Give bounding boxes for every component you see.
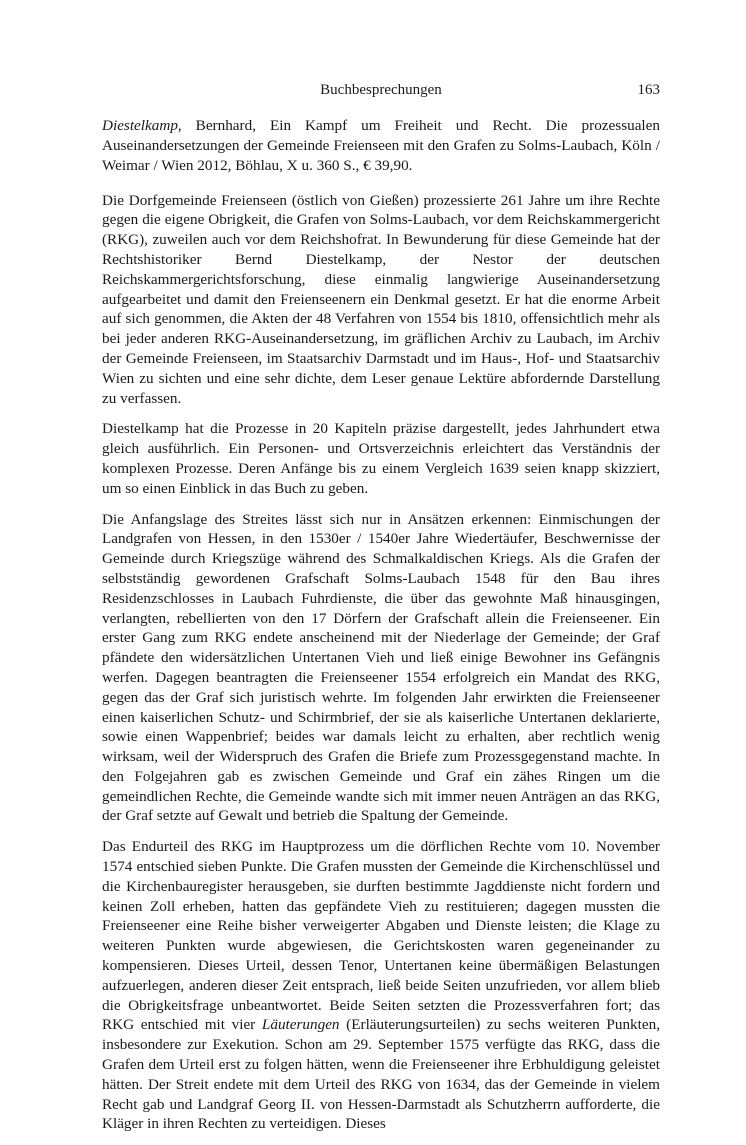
page-number: 163: [637, 82, 660, 98]
paragraph-1: Die Dorfgemeinde Freienseen (östlich von Gießen) prozessierte 261 Jahre um ihre Rechte gegen die eigene Obrigkeit, die Grafen von Solms-Laubach, vor dem Reichskammergericht (RKG), zuweilen auch vor dem Reichshofrat. In Bewunderung für diese Gemeinde hat der Rechtshistoriker Bernd Diestelkamp, der Nestor der deutschen Reichskammergerichtsforschung, diese einmalig langwierige Auseinandersetzung aufgearbeitet und damit den Freienseenern ein Denkmal gesetzt. Er hat die enorme Arbeit auf sich genommen, die Akten der 48 Verfahren von 1554 bis 1810, offensichtlich mehr als bei jeder anderen RKG-Auseinandersetzung, im gräflichen Archiv zu Laubach, im Archiv der Gemeinde Freienseen, im Staatsarchiv Darmstadt und im Haus-, Hof- und Staatsarchiv Wien zu sichten und eine sehr dichte, dem Leser genaue Lektüre abfordernde Darstellung zu verfassen.: [102, 191, 660, 407]
page: [102, 78, 660, 1145]
review-citation: [102, 116, 660, 175]
paragraph-4: [102, 837, 660, 1134]
running-head: [102, 78, 660, 102]
review-bibliographic-details: , Bernhard, Ein Kampf um Freiheit und Recht. Die prozessualen Auseinandersetzungen der Gemeinde Freienseen mit den Grafen zu Solms-Laubach, Köln / Weimar / Wien 2012, Böhlau, X u. 360 S., € 39,90.: [102, 117, 660, 174]
paragraph-2: Diestelkamp hat die Prozesse in 20 Kapiteln präzise dargestellt, jedes Jahrhundert etwa gleich ausführlich. Ein Personen- und Ortsverzeichnis erleichtert das Verständnis der komplexen Prozesse. Deren Anfänge bis zu einem Vergleich 1639 seien knapp skizziert, um so einen Einblick in das Buch zu geben.: [102, 420, 660, 497]
paragraph-4-part-1: Das Endurteil des RKG im Hauptprozess um die dörflichen Rechte vom 10. November 1574 entschied sieben Punkte. Die Grafen mussten der Gemeinde die Kirchenschlüssel und die Kirchenbauregister herausgeben, sie durften bestimmte Jagddienste nicht fordern und keinen Zoll erheben, hatten das gepfändete Vieh zu restituieren; dagegen mussten die Freienseener eine Reihe bisher verweigerter Abgaben und Dienste leisten; die Klage zu weiteren Punkten wurde abgewiesen, die Gerichtskosten waren gegeneinander zu kompensieren. Dieses Urteil, dessen Tenor, Untertanen keine übermäßigen Belastungen aufzuerlegen, anderen dieser Zeit entsprach, ließ beide Seiten unzufrieden, vor allem blieb die Obrigkeitsfrage unbeantwortet. Beide Seiten setzten die Prozessverfahren fort; das RKG entschied mit vier: [102, 838, 660, 1034]
paragraph-4-part-2: (Erläuterungsurteilen) zu sechs weiteren Punkten, insbesondere zur Exekution. Schon am 29. September 1575 verfügte das RKG, dass die Grafen dem Urteil erst zu folgen hätten, wenn die Freienseener ihre Erbhuldigung geleistet hätten. Der Streit endete mit dem Urteil des RKG von 1634, das der Gemeinde in vielem Recht gab und Landgraf Georg II. von Hessen-Darmstadt als Schutzherrn aufforderte, die Kläger in ihren Rechten zu verteidigen. Dieses: [102, 1016, 660, 1133]
paragraph-3: Die Anfangslage des Streites lässt sich nur in Ansätzen erkennen: Einmischungen der Landgrafen von Hessen, in den 1530er / 1540er Jahre Wiedertäufer, Beschwernisse der Gemeinde durch Kriegszüge während des Schmalkaldischen Kriegs. Als die Grafen der selbstständig gewordenen Grafschaft Solms-Laubach 1548 für den Bau ihres Residenzschlosses in Laubach Fuhrdienste, die über das gewohnte Maß hinausgingen, verlangten, rebellierten von den 17 Dörfern der Grafschaft allein die Freienseener. Ein erster Gang zum RKG endete anscheinend mit der Niederlage der Gemeinde; der Graf pfändete den widersätzlichen Untertanen Vieh und ließ einige Bewohner ins Gefängnis werfen. Dagegen beantragten die Freienseener 1554 erfolgreich ein Mandat des RKG, gegen das der Graf sich juristisch wehrte. Im folgenden Jahr erwirkten die Freienseener einen kaiserlichen Schutz- und Schirmbrief, der sie als kaiserliche Untertanen deklarierte, sowie einen Wappenbrief; beides war damals leicht zu erhalten, aber rechtlich wenig wirksam, weil der Widerspruch des Grafen die Briefe zum Prozessgegenstand machte. In den Folgejahren gab es zwischen Gemeinde und Graf ein zähes Ringen um die gemeindlichen Rechte, die Gemeinde wandte sich mit immer neuen Anträgen an das RKG, der Graf setzte auf Gewalt und betrieb die Spaltung der Gemeinde.: [102, 510, 660, 825]
paragraph-4-emphasis: Läuterungen: [261, 1016, 340, 1034]
review-body: [102, 191, 660, 1135]
review-author: Diestelkamp: [102, 117, 178, 134]
running-title: Buchbesprechungen: [320, 82, 442, 98]
